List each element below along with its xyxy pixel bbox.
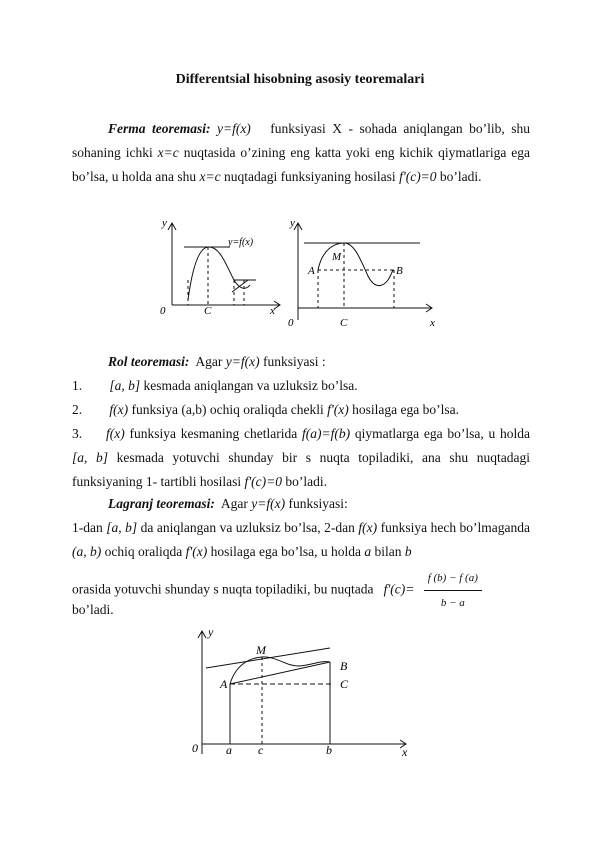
fig3-a-point-label: A: [220, 677, 228, 691]
rol-item-1: [72, 374, 530, 398]
lagranj-figure: [180, 624, 420, 764]
rol-item-1-rest: kesmada aniqlangan va uzluksiz bo’lsa.: [143, 378, 358, 393]
lagranj-p7: orasida yotuvchi shunday s nuqta topiladiki, bu nuqtada: [72, 581, 374, 597]
fig3-curve: [230, 657, 330, 684]
ferma-paragraph: [72, 117, 530, 189]
rol-item-1-num: 1.: [72, 378, 83, 393]
lagranj-ab2: (a, b): [72, 544, 102, 559]
page-title: Differentsial hisobning asosiy teoremalari: [175, 72, 425, 87]
lagranj-func: y=f(x): [251, 496, 286, 511]
fig2-m-label: M: [332, 251, 342, 263]
lagranj-p3: funksiya hech bo’lmaganda: [380, 520, 531, 535]
fig2-b-label: B: [396, 265, 403, 277]
rol-item-2: [72, 398, 530, 422]
fig1-curve-label: y=f(x): [228, 237, 254, 248]
ferma-text-2: nuqtasida o’zining eng katta yoki eng kichik qiymatlariga ega bo’lsa, u holda ana shu: [72, 145, 531, 184]
rol-text-2: funksiyasi :: [262, 354, 326, 369]
fig1-y-label: y: [162, 217, 167, 229]
rol-item-3-it: f(x): [106, 426, 125, 441]
lagranj-text-2: funksiyasi:: [288, 496, 348, 511]
rol-item-2-it: f(x): [109, 402, 129, 417]
lagranj-text-1: Agar: [220, 496, 248, 511]
rol-item-3-it2: f(a)=f(b): [302, 426, 351, 441]
fig3-chord: [230, 662, 330, 684]
fig2-a-label: A: [308, 265, 315, 277]
fig3-m-label: M: [256, 643, 266, 657]
rol-item-3-it4: f'(c)=0: [244, 474, 282, 489]
fig3-c-point-label: C: [340, 677, 349, 691]
fig1-curve: [188, 247, 250, 300]
lagranj-numerator: f (b) − f (a): [424, 566, 482, 591]
lagranj-p2: da aniqlangan va uzluksiz bo’lsa, 2-dan: [140, 520, 355, 535]
rol-item-2-num: 2.: [72, 402, 83, 417]
lagranj-fpc: f'(c)=: [383, 581, 415, 597]
ferma-figure-2: [282, 210, 442, 335]
lagranj-ab: [a, b]: [106, 520, 138, 535]
fig2-origin-label: 0: [288, 317, 294, 329]
rol-item-2-rest: funksiya (a,b) ochiq oraliqda chekli: [131, 402, 324, 417]
fig3-origin-label: 0: [192, 741, 198, 755]
lagranj-fpx: f'(x): [185, 544, 208, 559]
lagranj-heading: [72, 492, 530, 516]
fig1-x-label: x: [270, 305, 275, 317]
fig1-origin-label: 0: [160, 305, 166, 317]
ferma-xc: x=c: [157, 145, 179, 160]
rol-item-3: [72, 422, 530, 494]
lagranj-paragraph: [72, 516, 530, 564]
rol-item-3-rest: funksiya kesmaning chetlarida: [129, 426, 298, 441]
ferma-xc-2: x=c: [199, 169, 221, 184]
lagranj-p1: 1-dan: [72, 520, 103, 535]
fig3-tangent: [206, 648, 330, 668]
lagranj-a: a: [364, 544, 372, 559]
rol-item-3-num: 3.: [72, 426, 83, 441]
rol-item-3-rest2: qiymatlarga ega bo’lsa, u holda: [354, 426, 530, 441]
fig2-curve: [318, 243, 394, 286]
ferma-text-3: nuqtadagi funksiyaning hosilasi: [223, 169, 396, 184]
ferma-deriv: f'(c)=0: [399, 169, 437, 184]
lagranj-p4: ochiq oraliqda: [104, 544, 183, 559]
fig2-c-label: C: [340, 317, 348, 329]
rol-heading: [72, 350, 530, 374]
lagranj-name: Lagranj teoremasi:: [108, 496, 215, 511]
ferma-figure-1: [140, 210, 300, 325]
fig3-c-label: c: [258, 743, 264, 757]
fig3-b-label: b: [326, 743, 332, 757]
rol-item-1-it: [a, b]: [109, 378, 141, 393]
ferma-text-4: bo’ladi.: [439, 169, 482, 184]
fig3-y-label: y: [208, 625, 214, 639]
ferma-name: Ferma teoremasi:: [108, 121, 211, 136]
rol-item-2-rest2: hosilaga ega bo’lsa.: [352, 402, 460, 417]
rol-item-2-it2: f'(x): [327, 402, 349, 417]
rol-text-1: Agar: [195, 354, 223, 369]
lagranj-p6: bilan: [374, 544, 402, 559]
lagranj-p5: hosilaga ega bo’lsa, u holda: [210, 544, 361, 559]
fig2-x-label: x: [430, 317, 435, 329]
fig3-a-label: a: [226, 743, 232, 757]
fig3-x-label: x: [402, 745, 408, 759]
fig3-b-point-label: B: [340, 659, 348, 673]
fig1-c-label: C: [204, 305, 212, 317]
lagranj-end: bo’ladi.: [72, 602, 114, 617]
rol-item-3-it3: [a, b]: [72, 450, 109, 465]
lagranj-denominator: b − a: [440, 597, 465, 609]
lagranj-b: b: [404, 544, 412, 559]
lagranj-fx: f(x): [358, 520, 378, 535]
fig2-y-label: y: [290, 217, 295, 229]
rol-name: Rol teoremasi:: [108, 354, 190, 369]
ferma-text-1: funksiyasi X - sohada aniqlangan bo’lib, shu sohaning ichki: [72, 121, 530, 160]
rol-item-3-rest4: bo’ladi.: [285, 474, 327, 489]
ferma-func: y=f(x): [216, 121, 251, 136]
rol-func: y=f(x): [225, 354, 260, 369]
rol-item-3-rest3: kesmada yotuvchi shunday bir s nuqta topiladiki, ana shu nuqtadagi funksiyaning 1- tartibli hosilasi: [72, 450, 530, 489]
